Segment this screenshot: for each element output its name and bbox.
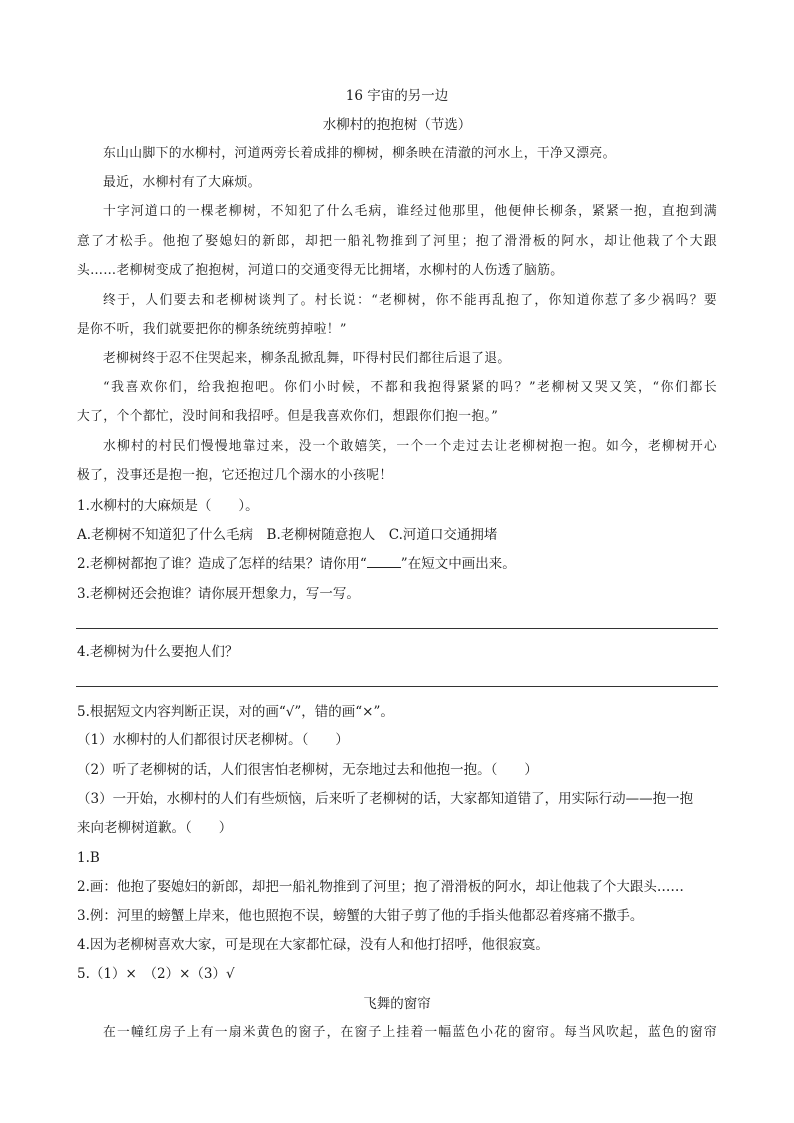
question-5-item: （1）水柳村的人们都很讨厌老柳树。（ ） (77, 732, 349, 748)
passage-line: 东山山脚下的水柳村，河道两旁长着成排的柳树，柳条映在清澈的河水上，干净又漂亮。 (103, 146, 616, 161)
passage-line: 最近，水柳村有了大麻烦。 (103, 175, 261, 190)
passage-line: 极了，没事还是抱一抱，它还抱过几个溺水的小孩呢！ (77, 468, 393, 483)
answer-line[interactable] (76, 686, 718, 687)
answer-5: 5.（1）× （2）×（3）√ (77, 966, 235, 982)
passage-line: “我喜欢你们，给我抱抱吧。你们小时候，不都和我抱得紧紧的吗？”老柳树又哭又笑，“你们都长 (103, 380, 717, 395)
question-5-item: （2）听了老柳树的话，人们很害怕老柳树，无奈地过去和他抱一抱。（ ） (77, 762, 538, 778)
passage-2-line: 在一幢红房子上有一扇米黄色的窗子，在窗子上挂着一幅蓝色小花的窗帘。每当风吹起，蓝色的窗帘 (103, 1025, 717, 1040)
passage-line: 十字河道口的一棵老柳树，不知犯了什么毛病，谁经过他那里，他便伸长柳条，紧紧一抱，直抱到满 (103, 204, 717, 219)
question-4: 4.老柳树为什么要抱人们？ (77, 644, 239, 660)
passage-line: 头……老柳树变成了抱抱树，河道口的交通变得无比拥堵，水柳村的人伤透了脑筋。 (77, 263, 564, 278)
passage-title: 水柳村的抱抱树（节选） (322, 117, 472, 133)
passage-2-title: 飞舞的窗帘 (363, 996, 431, 1012)
passage-line: 大了，个个都忙，没时间和我招呼。但是我喜欢你们，想跟你们抱一抱。” (77, 409, 499, 424)
question-5-item: （3）一开始，水柳村的人们有些烦恼，后来听了老柳树的话，大家都知道错了，用实际行动——抱一抱 (77, 791, 694, 807)
lesson-title: 16 宇宙的另一边 (345, 88, 449, 104)
question-1-options: A.老柳树不知道犯了什么毛病 B.老柳树随意抱人 C.河道口交通拥堵 (77, 527, 498, 543)
question-5: 5.根据短文内容判断正误，对的画“√”，错的画“×”。 (77, 704, 394, 720)
answer-4: 4.因为老柳树喜欢大家，可是现在大家都忙碌，没有人和他打招呼，他很寂寞。 (77, 937, 549, 953)
passage-line: 终于，人们要去和老柳树谈判了。村长说：“老柳树，你不能再乱抱了，你知道你惹了多少祸吗？要 (103, 293, 717, 308)
question-2: 2.老柳树都抱了谁？造成了怎样的结果？请你用“ ”在短文中画出来。 (77, 556, 516, 572)
answer-3: 3.例：河里的螃蟹上岸来，他也照抱不误，螃蟹的大钳子剪了他的手指头他都忍着疼痛不撒手。 (77, 908, 644, 924)
question-1: 1.水柳村的大麻烦是（ ）。 (77, 498, 259, 514)
answer-line[interactable] (76, 628, 718, 629)
passage-line: 是你不听，我们就要把你的柳条统统剪掉啦！” (77, 322, 347, 337)
underline-blank (367, 555, 401, 568)
passage-line: 水柳村的村民们慢慢地靠过来，没一个敢嬉笑，一个一个走过去让老柳树抱一抱。如今，老柳树开心 (103, 439, 717, 454)
answer-1: 1.B (77, 850, 100, 866)
passage-line: 意了才松手。他抱了娶媳妇的新郎，却把一船礼物推到了河里；抱了滑滑板的阿水，却让他栽了个大跟 (77, 234, 717, 249)
passage-line: 老柳树终于忍不住哭起来，柳条乱掀乱舞，吓得村民们都往后退了退。 (103, 351, 511, 366)
question-5-item: 来向老柳树道歉。（ ） (77, 820, 233, 836)
question-3: 3.老柳树还会抱谁？请你展开想象力，写一写。 (77, 586, 360, 602)
answer-2: 2.画：他抱了娶媳妇的新郎，却把一船礼物推到了河里；抱了滑滑板的阿水，却让他栽了个大跟头…… (77, 879, 684, 895)
